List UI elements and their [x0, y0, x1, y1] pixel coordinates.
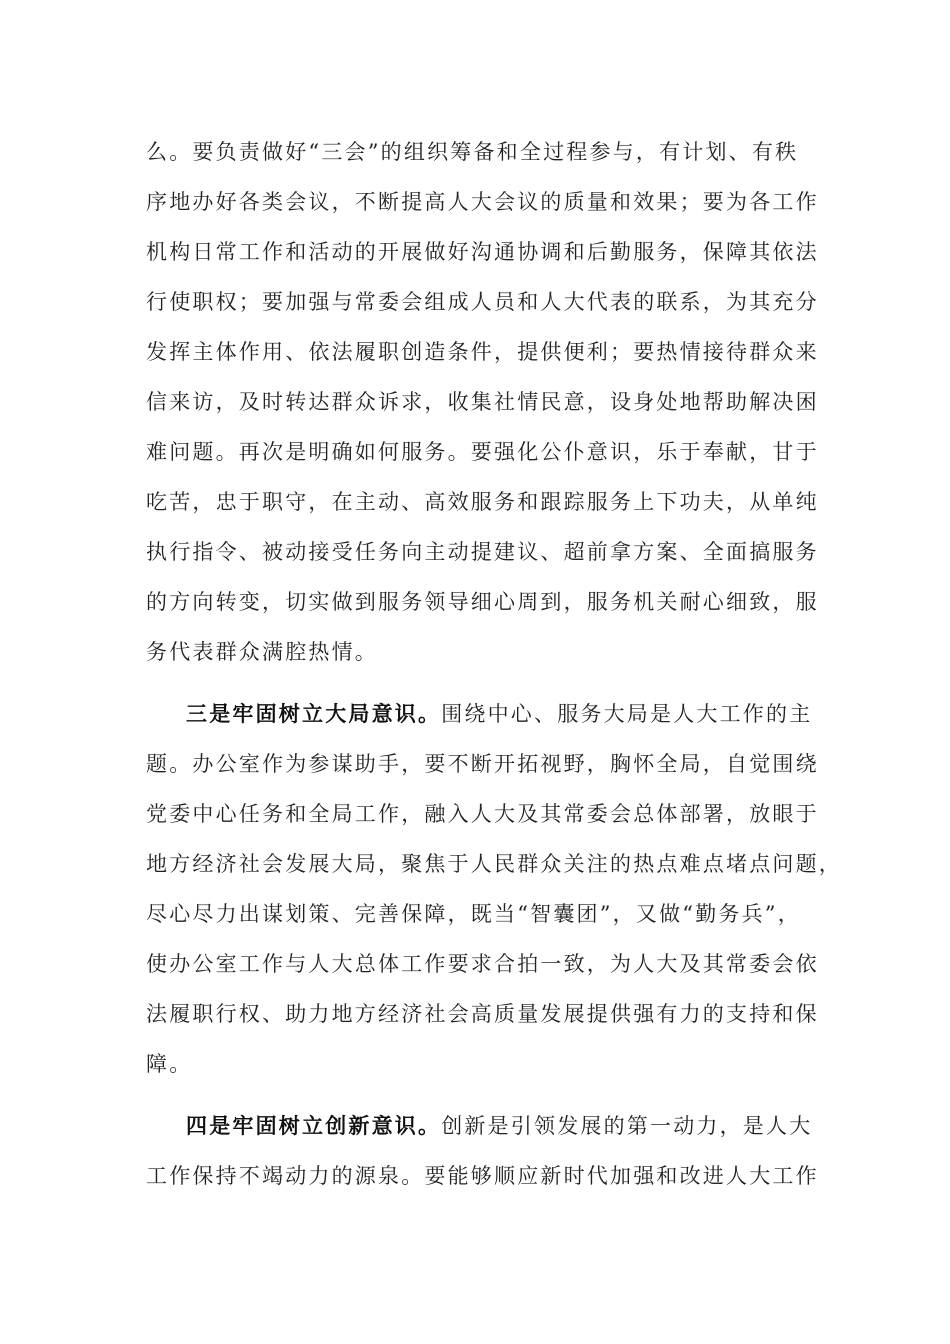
paragraph-line: 发挥主体作用、依法履职创造条件，提供便利；要热情接待群众来	[146, 340, 819, 364]
paragraph-text: 创新是引领发展的第一动力，是人大	[441, 1114, 813, 1138]
paragraph-line: 尽心尽力出谋划策、完善保障，既当“智囊团”，又做“勤务兵”，	[146, 902, 801, 926]
paragraph-line: 吃苦，忠于职守，在主动、高效服务和跟踪服务上下功夫，从单纯	[146, 490, 819, 514]
paragraph-line: 执行指令、被动接受任务向主动提建议、超前拿方案、全面搞服务	[146, 540, 819, 564]
paragraph-line: 么。要负责做好“三会”的组织筹备和全过程参与，有计划、有秩	[146, 140, 799, 164]
paragraph-line: 难问题。再次是明确如何服务。要强化公仆意识，乐于奉献，甘于	[146, 440, 819, 464]
paragraph-line: 法履职行权、助力地方经济社会高质量发展提供强有力的支持和保	[146, 1002, 819, 1026]
section-heading: 三是牢固树立大局意识。	[186, 701, 442, 726]
paragraph-first-line	[186, 699, 812, 729]
paragraph-line: 机构日常工作和活动的开展做好沟通协调和后勤服务，保障其依法	[146, 240, 819, 264]
paragraph-line: 障。	[146, 1052, 193, 1076]
paragraph-line: 工作保持不竭动力的源泉。要能够顺应新时代加强和改进人大工作	[146, 1164, 819, 1188]
paragraph-line: 序地办好各类会议，不断提高人大会议的质量和效果；要为各工作	[146, 190, 819, 214]
paragraph-line: 地方经济社会发展大局，聚焦于人民群众关注的热点难点堵点问题，	[146, 852, 842, 876]
paragraph-line: 信来访，及时转达群众诉求，收集社情民意，设身处地帮助解决困	[146, 390, 819, 414]
paragraph-line: 行使职权；要加强与常委会组成人员和人大代表的联系，为其充分	[146, 290, 819, 314]
paragraph-line: 使办公室工作与人大总体工作要求合拍一致，为人大及其常委会依	[146, 952, 819, 976]
paragraph-line: 的方向转变，切实做到服务领导细心周到，服务机关耐心细致，服	[146, 590, 819, 614]
section-heading: 四是牢固树立创新意识。	[186, 1113, 442, 1138]
paragraph-line: 务代表群众满腔热情。	[146, 640, 378, 664]
paragraph-text: 围绕中心、服务大局是人大工作的主	[441, 702, 813, 726]
paragraph-line: 党委中心任务和全局工作，融入人大及其常委会总体部署，放眼于	[146, 802, 819, 826]
paragraph-first-line	[186, 1111, 812, 1141]
paragraph-line: 题。办公室作为参谋助手，要不断开拓视野，胸怀全局，自觉围绕	[146, 752, 819, 776]
